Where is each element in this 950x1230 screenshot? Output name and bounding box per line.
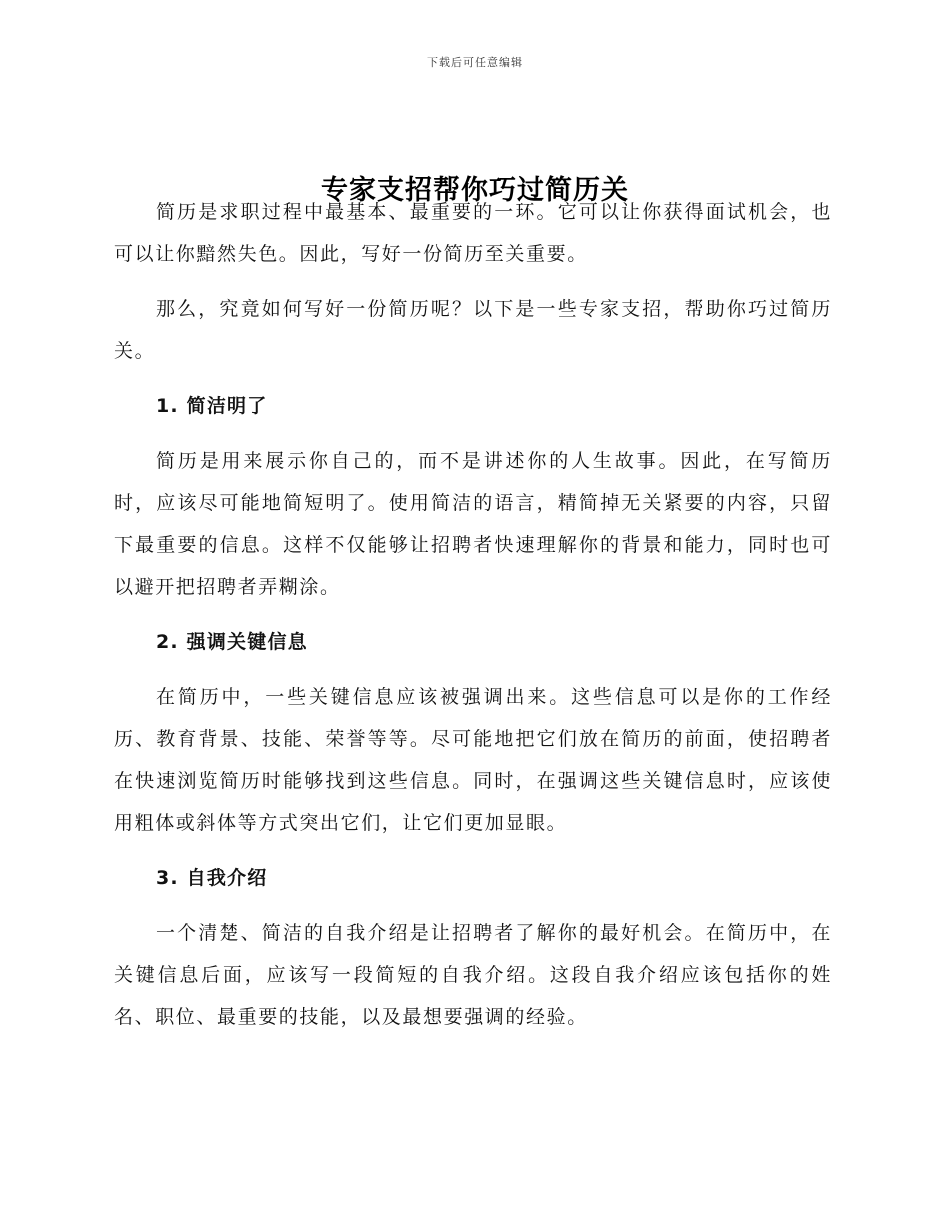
document-body [114,191,832,1051]
intro-paragraph: 那么，究竟如何写好一份简历呢？以下是一些专家支招，帮助你巧过简历关。 [114,298,832,362]
page-title: 专家支招帮你巧过简历关 [321,175,629,207]
section-paragraph: 一个清楚、简洁的自我介绍是让招聘者了解你的最好机会。在简历中，在关键信息后面，应该写一段简短的自我介绍。这段自我介绍应该包括你的姓名、职位、最重要的技能，以及最想要强调的经验。 [114,922,832,1028]
section-heading: 1. 简洁明了 [156,395,268,417]
intro-paragraph: 简历是求职过程中最基本、最重要的一环。它可以让你获得面试机会，也可以让你黯然失色。因此，写好一份简历至关重要。 [114,201,832,265]
header-note: 下载后可任意编辑 [427,56,523,69]
section-heading: 2. 强调关键信息 [156,631,308,653]
section-paragraph: 简历是用来展示你自己的，而不是讲述你的人生故事。因此，在写简历时，应该尽可能地简短明了。使用简洁的语言，精简掉无关紧要的内容，只留下最重要的信息。这样不仅能够让招聘者快速理解你的背景和能力，同时也可以避开把招聘者弄糊涂。 [114,450,832,598]
section-heading: 3. 自我介绍 [156,867,268,889]
section-paragraph: 在简历中，一些关键信息应该被强调出来。这些信息可以是你的工作经历、教育背景、技能、荣誉等等。尽可能地把它们放在简历的前面，使招聘者在快速浏览简历时能够找到这些信息。同时，在强调这些关键信息时，应该使用粗体或斜体等方式突出它们，让它们更加显眼。 [114,686,832,834]
